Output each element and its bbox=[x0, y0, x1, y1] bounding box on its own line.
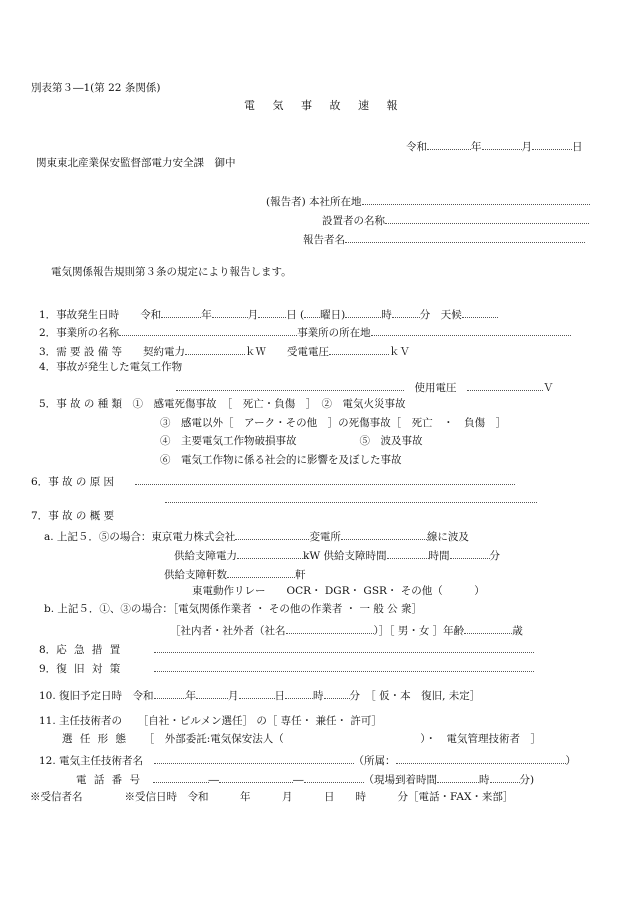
item-7a-row3: 供給支障軒数 軒 bbox=[164, 566, 306, 582]
item-9-recovery: 9．復 旧 対 策 bbox=[39, 660, 534, 676]
item-11-row1: 11. 主任技術者の ［自社・ビルメン選任］ の［ 専任・ 兼任・ 許可］ bbox=[39, 715, 382, 727]
reporter-name-row: 報告者名 bbox=[303, 231, 585, 247]
item-5-line2: ③ 感電以外［ アーク・その他 ］の死傷事故［ 死亡 ・ 負傷 ］ bbox=[160, 417, 507, 429]
item-11-row2: 選 任 形 態 ［ 外部委託:電気保安法人（ ）・ 電気管理技術者 ］ bbox=[62, 733, 542, 745]
item-7b-row2: ［社内者・社外者（社名 ）］［ 男・女 ］年齢 歳 bbox=[170, 622, 523, 638]
item-5-line3: ④ 主要電気工作物破損事故 ⑤ 波及事故 bbox=[160, 435, 423, 447]
item-5-type: 5．事 故 の 種 類 ① 感電死傷事故 ［ 死亡・負傷 ］ ② 電気火災事故 bbox=[39, 398, 406, 410]
item-5-line4: ⑥ 電気工作物に係る社会的に影響を及ぼした事故 bbox=[160, 454, 402, 466]
item-7a-row2: 供給支障電力 kW 供給支障時間 時間 分 bbox=[174, 547, 500, 563]
item-6-cause-line2 bbox=[165, 491, 537, 507]
item-7a-relay: 東電動作リレー OCR・ DGR・ GSR・ その他（ ） bbox=[192, 585, 485, 597]
item-10-restore: 10. 復旧予定日時 令和 年 月 日 時 分 ［ 仮・本 復旧, 未定］ bbox=[39, 687, 480, 703]
intro-statement: 電気関係報告規則第３条の規定により報告します。 bbox=[51, 266, 292, 278]
item-1-datetime: 1．事故発生日時 令和 年 月 日 ( 曜日) 時 分 天候 bbox=[39, 306, 498, 322]
installer-name-row: 設置者の名称 bbox=[322, 212, 589, 228]
item-3-equipment: 3．需 要 設 備 等 契約電力 ｋＷ 受電電圧 ｋＶ bbox=[39, 343, 410, 359]
item-7a-row1: a. 上記５．⑤の場合：東京電力株式会社 変電所 線に波及 bbox=[44, 528, 469, 544]
receipt-footer: ※受信者名 ※受信日時 令和 年 月 日 時 分［電話・FAX・来部］ bbox=[30, 791, 514, 803]
report-date: 令和 年 月 日 bbox=[406, 138, 583, 154]
item-12-row1: 12. 電気主任技術者名 （所属： ） bbox=[39, 752, 576, 768]
form-reference: 別表第３―1(第 22 条関係) bbox=[31, 82, 161, 94]
item-4-voltage: 使用電圧 Ｖ bbox=[176, 379, 554, 395]
item-2-site: 2．事業所の名称 事業所の所在地 bbox=[39, 324, 571, 340]
item-4-facility: 4．事故が発生した電気工作物 bbox=[39, 361, 183, 373]
item-6-cause: 6．事 故 の 原 因 bbox=[31, 473, 515, 489]
item-7-summary: 7．事 故 の 概 要 bbox=[31, 510, 115, 522]
addressee: 関東東北産業保安監督部電力安全課 御中 bbox=[36, 157, 236, 169]
item-12-row2: 電 話 番 号 ― ― （現場到着時間 時 分) bbox=[76, 771, 534, 787]
page-title: 電 気 事 故 速 報 bbox=[244, 99, 405, 112]
item-8-emergency: 8．応 急 措 置 bbox=[39, 641, 534, 657]
item-7b-row1: b. 上記５．①、③の場合：［電気関係作業者 ・ その他の作業者 ・ 一 般 公 衆］ bbox=[44, 603, 423, 615]
reporter-address-row: (報告者) 本社所在地 bbox=[266, 193, 590, 209]
